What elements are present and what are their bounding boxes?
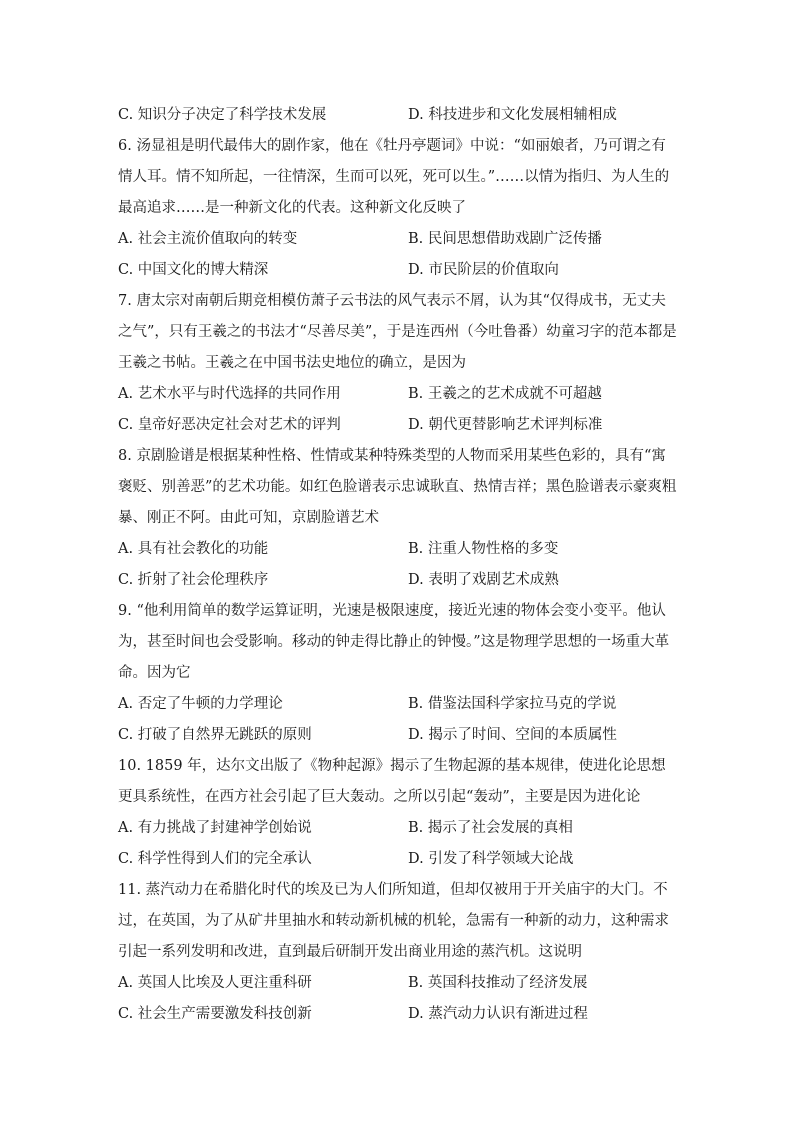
option-c: C. 社会生产需要激发科技创新 [118, 1006, 312, 1022]
option-b: B. 注重人物性格的多变 [408, 541, 559, 557]
question-6 [118, 131, 678, 286]
option-b: B. 英国科技推动了经济发展 [408, 975, 588, 991]
option-d: D. 引发了科学领域大论战 [408, 851, 574, 867]
question-stem: 10. 1859 年，达尔文出版了《物种起源》揭示了生物起源的基本规律，使进化论思想更具系统性，在西方社会引起了巨大轰动。之所以引起“轰动”，主要是因为进化论 [118, 758, 666, 805]
option-b: B. 王羲之的艺术成就不可超越 [408, 386, 602, 402]
option-row [118, 100, 678, 131]
option-d: D. 朝代更替影响艺术评判标准 [408, 417, 603, 433]
option-a: A. 否定了牛顿的力学理论 [118, 696, 283, 712]
question-5-tail [118, 100, 678, 131]
option-a: A. 英国人比埃及人更注重科研 [118, 975, 312, 991]
question-7 [118, 286, 678, 441]
option-c: C. 皇帝好恶决定社会对艺术的评判 [118, 417, 341, 433]
option-c: C. 科学性得到人们的完全承认 [118, 851, 312, 867]
option-c: C. 知识分子决定了科学技术发展 [118, 107, 327, 123]
option-a: A. 艺术水平与时代选择的共同作用 [118, 386, 341, 402]
option-row [118, 534, 678, 565]
option-a: A. 有力挑战了封建神学创始说 [118, 820, 312, 836]
question-stem: 6. 汤显祖是明代最伟大的剧作家，他在《牡丹亭题词》中说：“如丽娘者，乃可谓之有情人耳。情不知所起，一往情深，生而可以死，死可以生。”……以情为指归、为人生的最高追求……是一种新文化的代表。这种新文化反映了 [118, 138, 670, 216]
option-b: B. 借鉴法国科学家拉马克的学说 [408, 696, 617, 712]
option-row [118, 844, 678, 875]
option-row [118, 255, 678, 286]
option-d: D. 表明了戏剧艺术成熟 [408, 572, 559, 588]
option-row [118, 689, 678, 720]
option-b: B. 民间思想借助戏剧广泛传播 [408, 231, 602, 247]
option-d: D. 科技进步和文化发展相辅相成 [408, 107, 617, 123]
question-stem: 8. 京剧脸谱是根据某种性格、性情或某种特殊类型的人物而采用某些色彩的，具有“寓褒贬、别善恶”的艺术功能。如红色脸谱表示忠诚耿直、热情吉祥；黑色脸谱表示豪爽粗暴、刚正不阿。由此可知，京剧脸谱艺术 [118, 448, 677, 526]
option-c: C. 打破了自然界无跳跃的原则 [118, 727, 312, 743]
question-stem: 9. “他利用简单的数学运算证明，光速是极限速度，接近光速的物体会变小变平。他认为，甚至时间也会受影响。移动的钟走得比静止的钟慢。”这是物理学思想的一场重大革命。因为它 [118, 603, 670, 681]
option-row [118, 968, 678, 999]
option-row [118, 224, 678, 255]
question-list [118, 100, 678, 1030]
question-stem: 7. 唐太宗对南朝后期竞相模仿萧子云书法的风气表示不屑，认为其“仅得成书，无丈夫之气”，只有王羲之的书法才“尽善尽美”，于是连西州（今吐鲁番）幼童习字的范本都是王羲之书帖。王羲之在中国书法史地位的确立，是因为 [118, 293, 677, 371]
option-row [118, 565, 678, 596]
option-row [118, 379, 678, 410]
option-c: C. 折射了社会伦理秩序 [118, 572, 269, 588]
option-row [118, 999, 678, 1030]
option-a: A. 社会主流价值取向的转变 [118, 231, 298, 247]
option-d: D. 蒸汽动力认识有渐进过程 [408, 1006, 588, 1022]
question-9 [118, 596, 678, 751]
option-d: D. 揭示了时间、空间的本质属性 [408, 727, 617, 743]
option-a: A. 具有社会教化的功能 [118, 541, 269, 557]
question-10 [118, 751, 678, 875]
option-row [118, 410, 678, 441]
option-row [118, 720, 678, 751]
question-stem: 11. 蒸汽动力在希腊化时代的埃及已为人们所知道，但却仅被用于开关庙宇的大门。不过，在英国，为了从矿井里抽水和转动新机械的机轮，急需有一种新的动力，这种需求引起一系列发明和改进，直到最后研制开发出商业用途的蒸汽机。这说明 [118, 882, 669, 960]
option-row [118, 813, 678, 844]
option-c: C. 中国文化的博大精深 [118, 262, 269, 278]
option-b: B. 揭示了社会发展的真相 [408, 820, 573, 836]
question-11 [118, 875, 678, 1030]
option-d: D. 市民阶层的价值取向 [408, 262, 559, 278]
question-8 [118, 441, 678, 596]
